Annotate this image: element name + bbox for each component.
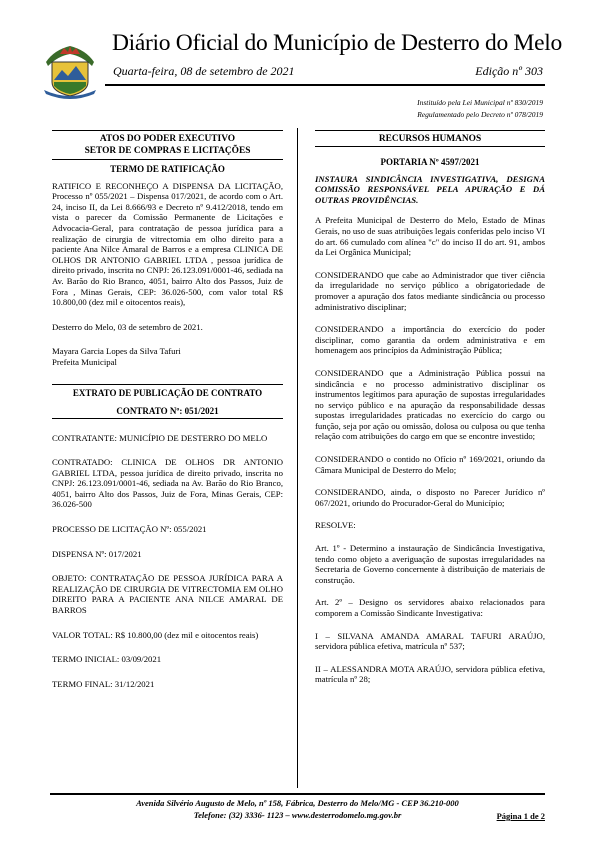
considerando-2: CONSIDERANDO a importância do exercício do poder disciplinar, como garantia da ordem administrativa e em homenagem aos princípios da Administração Pública; <box>315 324 545 356</box>
valor-total: VALOR TOTAL: R$ 10.800,00 (dez mil e oitocentos reais) <box>52 629 259 640</box>
dispensa: DISPENSA Nº: 017/2021 <box>52 548 142 559</box>
footer-contact: Telefone: (32) 3336- 1123 – www.desterrodomelo.mg.gov.br <box>193 810 402 820</box>
publication-date: Quarta-feira, 08 de setembro de 2021 <box>113 64 295 78</box>
commission-member-2: II – ALESSANDRA MOTA ARAÚJO, servidora pública efetiva, matrícula nº 28; <box>315 663 545 685</box>
considerando-1: CONSIDERANDO que cabe ao Administrador que tiver ciência da irregularidade no serviço público a obrigatoriedade de promover a apuração dos fatos mediante sindicância ou processo administrativo disciplinar; <box>315 269 545 312</box>
considerando-3: CONSIDERANDO que a Administração Pública possui na sindicância e no processo administrativo disciplinar os instrumentos legítimos para apuração de supostas irregularidades no serviço público e na apuração da responsabilidade dessas supostas irregularidades praticadas no exercício do cargo ou função, seja por ação ou omissão, dolosa ou culposa ou que tenha relação com atribuições do cargo em que se encontre investido; <box>315 367 545 442</box>
section-title-executive: ATOS DO PODER EXECUTIVO <box>99 134 236 144</box>
article-1: Art. 1º - Determino a instauração de Sindicância Investigativa, tendo como objeto a averiguação de supostas irregularidades na Secretaria de Governo concernente à distribuição de materiais de construção. <box>315 543 545 585</box>
contract-extract-title: EXTRATO DE PUBLICAÇÃO DE CONTRATO <box>72 387 263 398</box>
preamble: A Prefeita Municipal de Desterro do Melo, Estado de Minas Gerais, no uso de suas atribuições legais conferidas pelo inciso VI do art. 66 cumulado com alínea "c" do inciso II do art. 91, ambos da Lei Orgânica Municipal; <box>315 215 545 258</box>
ratification-body: RATIFICO E RECONHEÇO A DISPENSA DA LICITAÇÃO, Processo nº 055/2021 – Dispensa 017/2021, de acordo com o Art. 24, inciso II, da Lei 8.666/93 e Decreto nº 9.412/2018, tendo em vista o parecer da Comissão Permanente de Licitações e Advocacia-Geral, para contratação de pessoa jurídica para a realização de cirurgia de vitrectomia em olho direito para a paciente Ana Nilce Amaral de Barros e a empresa CLINICA DE OLHOS DR ANTONIO GABRIEL LTDA , pessoa jurídica de direito privado, inscrita no CNPJ: 26.123.091/0001-46, sediada na Av. Barão do Rio Branco, 4051, bairro Alto dos Passos, Juiz de Fora , Minas Gerais, CEP: 36.026-500, com valor total R$ 10.800,00 (dez mil e oitocentos reais), <box>52 180 283 308</box>
processo: PROCESSO DE LICITAÇÃO Nº: 055/2021 <box>52 524 207 535</box>
left-column <box>52 130 283 689</box>
article-2: Art. 2º – Designo os servidores abaixo relacionados para comporem a Comissão Sindicante Investigativa: <box>315 597 545 618</box>
contract-extract-header <box>52 384 283 419</box>
portaria-title: PORTARIA Nº 4597/2021 <box>380 157 480 167</box>
contratante: CONTRATANTE: MUNICÍPIO DE DESTERRO DO MELO <box>52 432 268 443</box>
signer-name: Mayara Garcia Lopes da Silva Tafuri <box>52 346 181 357</box>
legal-basis <box>417 97 543 120</box>
coat-of-arms-icon <box>40 40 100 100</box>
contratado: CONTRATADO: CLINICA DE OLHOS DR ANTONIO GABRIEL LTDA, pessoa jurídica de direito privado, inscrita no CNPJ: 26.123.091/0001-46, sediada na Av. Barão do Rio Branco, 4051, bairro Alto dos Passos, Juiz de Fora, Minas Gerais, CEP: 36.026-500 <box>52 457 283 510</box>
institute-law: Instituído pela Lei Municipal nº 830/2019 <box>417 98 543 107</box>
section-header-hr <box>315 130 545 147</box>
institute-decree: Regulamentado pelo Decreto nº 078/2019 <box>417 109 543 119</box>
footer-rule <box>50 793 545 795</box>
termo-inicial: TERMO INICIAL: 03/09/2021 <box>52 654 162 665</box>
section-title-hr: RECURSOS HUMANOS <box>378 134 482 144</box>
masthead <box>0 0 595 120</box>
page-number: Página 1 de 2 <box>496 811 545 821</box>
termo-final: TERMO FINAL: 31/12/2021 <box>52 678 155 689</box>
footer-address: Avenida Silvério Augusto de Melo, nº 158, Fábrica, Desterro do Melo/MG - CEP 36.210-000 <box>136 798 459 808</box>
commission-member-1: I – SILVANA AMANDA AMARAL TAFURI ARAÚJO, servidora pública efetiva, matrícula nº 537; <box>315 630 545 652</box>
section-header-executive <box>52 130 283 160</box>
contract-number: CONTRATO Nº: 051/2021 <box>116 405 219 416</box>
signer-role: Prefeita Municipal <box>52 356 117 367</box>
ratification-date: Desterro do Melo, 03 de setembro de 2021. <box>52 321 203 332</box>
header-rule <box>105 84 545 86</box>
edition-number: Edição nº 303 <box>475 64 543 78</box>
portaria-ementa: INSTAURA SINDICÂNCIA INVESTIGATIVA, DESIGNA COMISSÃO RESPONSÁVEL PELA APURAÇÃO E DÁ OUTRAS PROVIDÊNCIAS. <box>315 173 545 205</box>
considerando-5: CONSIDERANDO, ainda, o disposto no Parecer Jurídico nº 067/2021, oriundo do Procurador-Geral do Município; <box>315 487 545 508</box>
considerando-4: CONSIDERANDO o contido no Ofício nº 169/2021, oriundo da Câmara Municipal de Desterro do Melo; <box>315 454 545 475</box>
newspaper-title: Diário Oficial do Município de Desterro do Melo <box>112 30 562 56</box>
resolve: RESOLVE: <box>315 520 356 531</box>
column-divider <box>297 128 298 788</box>
objeto: OBJETO: CONTRATAÇÃO DE PESSOA JURÍDICA PARA A REALIZAÇÃO DE CIRURGIA DE VITRECTOMIA EM OLHO DIREITO PARA A PACIENTE ANA NILCE AMARAL DE BARROS <box>52 573 283 616</box>
right-column <box>315 130 545 685</box>
section-title-purchasing: SETOR DE COMPRAS E LICITAÇÕES <box>84 146 251 156</box>
ratification-title: TERMO DE RATIFICAÇÃO <box>110 164 225 174</box>
